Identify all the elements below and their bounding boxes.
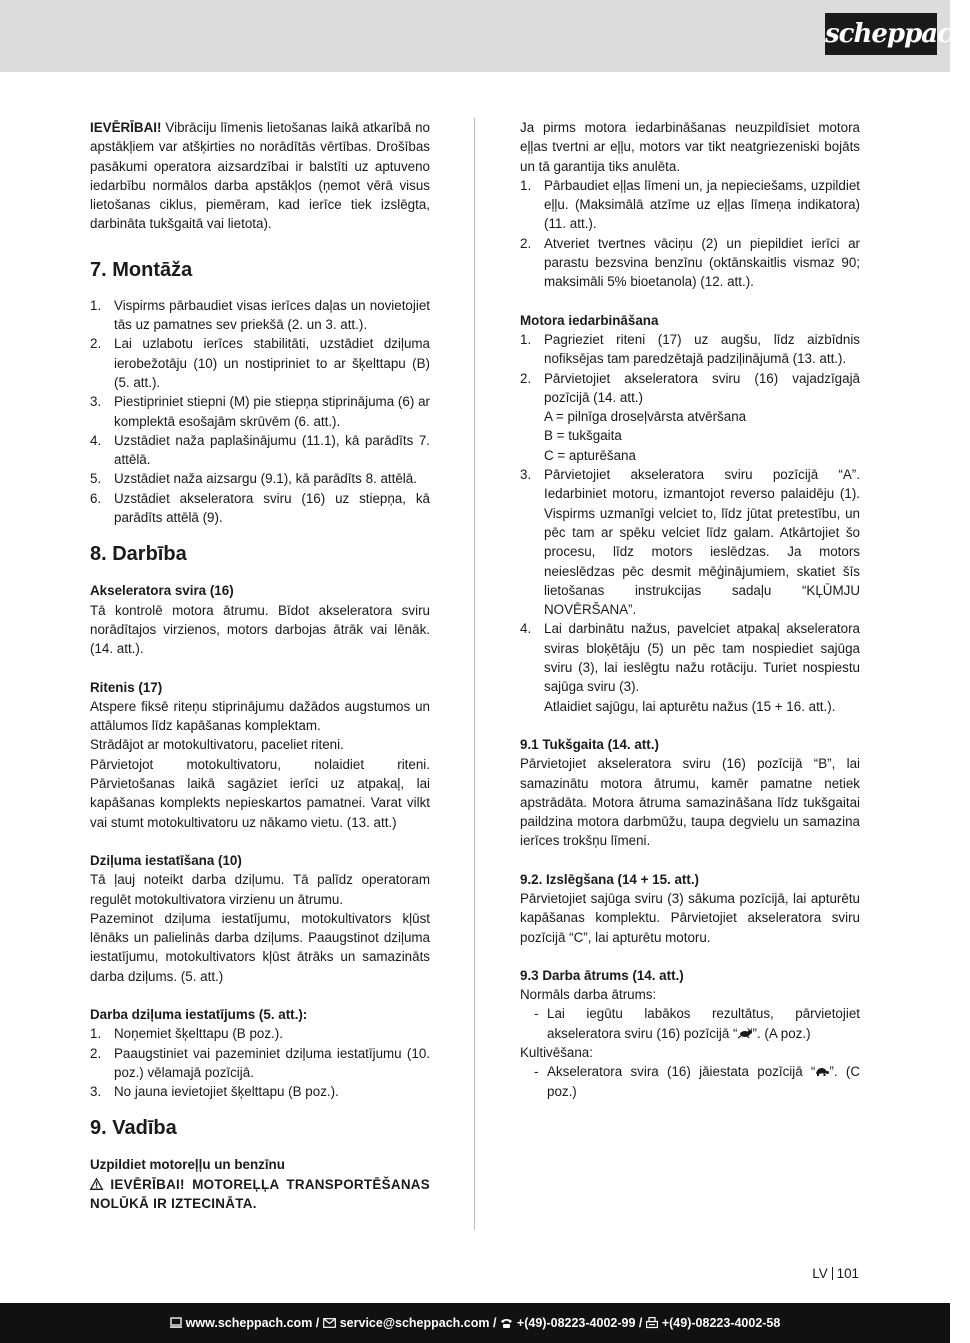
item-number: 2. [90, 336, 102, 352]
item-number: 6. [90, 490, 102, 506]
section-7-title: 7. Montāža [90, 258, 193, 281]
footer-separator: / [312, 1316, 323, 1330]
list-item [520, 330, 860, 369]
position-a: A = pilnīga droseļvārsta atvēršana [544, 409, 747, 425]
idle-text: Pārvietojiet akseleratora sviru (16) pozīcijā “B”, lai samazinātu motora ātrumu, kamēr pamatne netiek apstrādāta. Motora ātruma samazināšana līdz tukšgaitai paildzina motora darbmūžu, taupa degvielu un samazina ierīces trokšņu līmeni. [520, 756, 860, 849]
list-item [90, 489, 430, 528]
section-8-title: 8. Darbība [90, 543, 187, 566]
idle-heading: 9.1 Tukšgaita (14. att.) [520, 736, 659, 752]
list-item [90, 334, 430, 392]
item-text: Pārbaudiet eļļas līmeni un, ja nepieciešams, uzpildiet eļļu. (Maksimālā atzīme uz eļļas līmeņa indikatora) (11. att.). [544, 177, 860, 232]
item-text: Piestipriniet stiepni (M) pie stiepņa stiprinājuma (6) ar komplektā esošajām skrūvēm (6. att.). [114, 394, 430, 429]
depth-text-1: Tā ļauj noteikt darba dziļumu. Tā palīdz operatoram regulēt motokultivatora virzienu un ātrumu. [90, 872, 430, 907]
item-number: 2. [520, 235, 532, 251]
normal-speed-list [520, 1004, 860, 1043]
position-b: B = tukšgaita [544, 428, 622, 444]
depth-text-2: Pazeminot dziļuma iestatījumu, motokultivators kļūst lēnāks un palielinās darba dziļums. Paaugstinot dziļuma iestatījumu, motokultivators kļūst ātrāks un samazināts darba dziļums. (5. att.) [90, 910, 430, 984]
item-text: Pagrieziet riteni (17) uz augšu, līdz aizbīdnis nofiksējas tam paredzētajā padziļinājumā (13. att.). [544, 331, 860, 367]
page-number-separator [832, 1267, 833, 1280]
list-item [520, 465, 860, 619]
item-text: Lai darbinātu nažus, pavelciet atpakaļ akseleratora sviras bloķētāju (5) un pēc tam nospiediet sajūga sviru (3), lai ieslēgtu nažu rotāciju. Turiet nospiestu sajūga sviru (3). [544, 621, 860, 695]
item-text: Pārvietojiet akseleratora sviru (16) vajadzīgajā pozīcijā (14. att.) [544, 370, 860, 405]
footer-website[interactable]: www.scheppach.com [185, 1316, 313, 1330]
item-text-end: ”. (C poz.) [547, 1064, 860, 1099]
page-number-value: 101 [836, 1266, 859, 1281]
item-number: 1. [90, 297, 102, 313]
item-number: 4. [90, 432, 102, 448]
depth-setting-list [90, 1024, 430, 1101]
page-number [812, 1264, 859, 1283]
header-bar [0, 0, 970, 72]
footer-email[interactable]: service@scheppach.com [339, 1316, 490, 1330]
oil-warning-text: IEVĒRĪBAI! MOTOREĻĻA TRANSPORTĒŠANAS NOLŪKĀ IR IZTECINĀTA. [90, 1176, 430, 1212]
column-divider [474, 118, 475, 1230]
footer-bar [0, 1303, 950, 1343]
email-icon [323, 1318, 336, 1328]
list-item [90, 1044, 430, 1083]
list-item [90, 1082, 430, 1101]
item-text: Uzstādiet naža paplašinājumu (11.1), kā parādīts 7. attēlā. [114, 432, 430, 468]
depth-setting-heading: Darba dziļuma iestatījums (5. att.): [90, 1006, 308, 1022]
release-clutch-text: Atlaidiet sajūgu, lai apturētu nažus (15 + 16. att.). [544, 698, 836, 714]
fill-list [520, 176, 860, 292]
item-number: 1. [90, 1026, 102, 1042]
footer-phone[interactable]: +(49)-08223-4002-99 [516, 1316, 636, 1330]
item-text: Lai iegūtu labākos rezultātus, pārvietojiet akseleratora sviru (16) pozīcijā “ [547, 1006, 860, 1041]
list-item [90, 1024, 430, 1043]
oil-intro: Ja pirms motora iedarbināšanas neuzpildīsiet motora eļļas tvertni ar eļļu, motors var tikt neatgriezeniski bojāts un tā garantija tiks anulēta. [520, 120, 860, 174]
wheel-heading: Ritenis (17) [90, 679, 163, 695]
item-text: Vispirms pārbaudiet visas ierīces daļas un novietojiet tās uz pamatnes sev priekšā (2. un 3. att.). [114, 297, 430, 333]
phone-icon [500, 1318, 513, 1328]
speed-heading: 9.3 Darba ātrums (14. att.) [520, 967, 684, 983]
list-item [520, 176, 860, 234]
item-text: Atveriet tvertnes vāciņu (2) un piepildiet ierīci ar parastu bezsvina benzīnu (oktānskaitlis vismaz 90; maksimāli 5% bioetanola) (12. att.). [544, 235, 860, 290]
item-number: 1. [520, 177, 532, 193]
normal-speed-label: Normāls darba ātrums: [520, 987, 657, 1003]
wheel-text-2: Strādājot ar motokultivatoru, paceliet riteni. [90, 737, 344, 753]
cultivation-list [520, 1062, 860, 1101]
item-number: 3. [90, 1084, 102, 1100]
item-number: 3. [520, 467, 532, 483]
vibration-note [90, 118, 430, 234]
right-column [520, 118, 860, 1101]
position-c: C = apturēšana [544, 447, 636, 463]
list-item [520, 369, 860, 465]
footer-separator: / [635, 1316, 646, 1330]
list-item [520, 234, 860, 292]
wheel-text-3: Pārvietojot motokultivatoru, nolaidiet riteni. Pārvietošanas laikā sagāziet ierīci uz atpakaļ, lai kapāšanas komplekts nepieskartos pamatnei. Varat vilkt vai stumt motokultivatoru uz nākamo vietu. (13. att.) [90, 756, 430, 830]
accelerator-heading: Akseleratora svira (16) [90, 583, 234, 599]
item-text: Noņemiet šķelttapu (B poz.). [114, 1026, 283, 1042]
assembly-list [90, 296, 430, 528]
computer-icon [170, 1317, 182, 1328]
item-text: Akseleratora svira (16) jāiestata pozīcijā “ [547, 1064, 816, 1080]
brand-logo: scheppach [825, 13, 937, 55]
list-item [90, 392, 430, 431]
item-number: 1. [520, 331, 532, 347]
list-item [90, 469, 430, 488]
item-number: 2. [90, 1045, 102, 1061]
item-text: Paaugstiniet vai pazeminiet dziļuma iestatījumu (10. poz.) vēlamajā pozīcijā. [114, 1045, 430, 1080]
engine-start-heading: Motora iedarbināšana [520, 312, 659, 328]
list-item [520, 1004, 860, 1043]
item-number: 3. [90, 394, 102, 410]
vibration-note-label: IEVĒRĪBAI! [90, 120, 162, 135]
cultivation-label: Kultivēšana: [520, 1045, 593, 1061]
item-text: Pārvietojiet akseleratora sviru pozīcijā “A”. Iedarbiniet motoru, izmantojot reverso palaidēju (1). Vispirms uzmanīgi velciet to, līdz jūtat pretestību, un pēc tam ar spēku velciet līdz galam. Atkārtojiet šo procesu, līdz motors ieslēdzas. Ja motors neieslēdzas pēc desmit mēģinājumiem, skatiet šīs lietošanas instrukcijas sadaļu “KĻŪMJU NOVĒRŠANA”. [544, 467, 860, 618]
item-number: 5. [90, 471, 102, 487]
rabbit-icon [738, 1027, 753, 1038]
list-item [90, 431, 430, 470]
language-code: LV [812, 1266, 828, 1281]
engine-start-list [520, 330, 860, 716]
turtle-icon [815, 1067, 829, 1076]
list-item [520, 1062, 860, 1101]
shutdown-heading: 9.2. Izslēgšana (14 + 15. att.) [520, 871, 700, 887]
section-9-title: 9. Vadība [90, 1117, 177, 1140]
left-column [90, 118, 430, 1213]
footer-fax[interactable]: +(49)-08223-4002-58 [661, 1316, 781, 1330]
list-item [90, 296, 430, 335]
wheel-text-1: Atspere fiksē riteņu stiprinājumu dažādos augstumos un attālumos līdz kapāšanas komplektam. [90, 698, 430, 734]
item-text: Uzstādiet naža aizsargu (9.1), kā parādīts 8. attēlā. [114, 471, 417, 487]
vibration-note-text: Vibrāciju līmenis lietošanas laikā atkarībā no apstākļiem var atšķirties no norādītās vērtības. Drošības pasākumi operatora aizsardzībai ir balstīti uz aptuveno iedarbību normālos darba apstākļos (ņemot vērā visus lietošanas ciklus, piemēram, kad ierīce tiek izslēgta, darbināta tukšgaitā vai lietota). [90, 120, 430, 232]
depth-heading: Dziļuma iestatīšana (10) [90, 852, 242, 868]
oil-warning [90, 1175, 430, 1214]
item-number: 2. [520, 370, 532, 386]
list-item [520, 619, 860, 715]
item-bullet: - [534, 1064, 539, 1080]
item-text: Uzstādiet akseleratora sviru (16) uz stiepņa, kā parādīts attēlā (9). [114, 490, 430, 526]
item-text: No jauna ievietojiet šķelttapu (B poz.). [114, 1084, 339, 1100]
fax-icon [646, 1317, 658, 1328]
accelerator-text: Tā kontrolē motora ātrumu. Bīdot akseleratora sviru norādītajos virzienos, motors darbojas ātrāk vai lēnāk. (14. att.). [90, 602, 430, 657]
item-bullet: - [534, 1006, 539, 1022]
item-text: Lai uzlabotu ierīces stabilitāti, uzstādiet dziļuma ierobežotāju (10) un nostipriniet to ar šķelttapu (B) (5. att.). [114, 336, 430, 390]
footer-separator: / [489, 1316, 500, 1330]
item-number: 4. [520, 621, 532, 637]
fuel-heading: Uzpildiet motoreļļu un benzīnu [90, 1157, 285, 1173]
shutdown-text: Pārvietojiet sajūga sviru (3) sākuma pozīcijā, lai apturētu kapāšanas komplektu. Pārvietojiet akseleratora sviru pozīcijā “C”, lai apturētu motoru. [520, 890, 860, 945]
item-text-end: ”. (A poz.) [752, 1025, 811, 1041]
warning-icon [90, 1178, 103, 1190]
